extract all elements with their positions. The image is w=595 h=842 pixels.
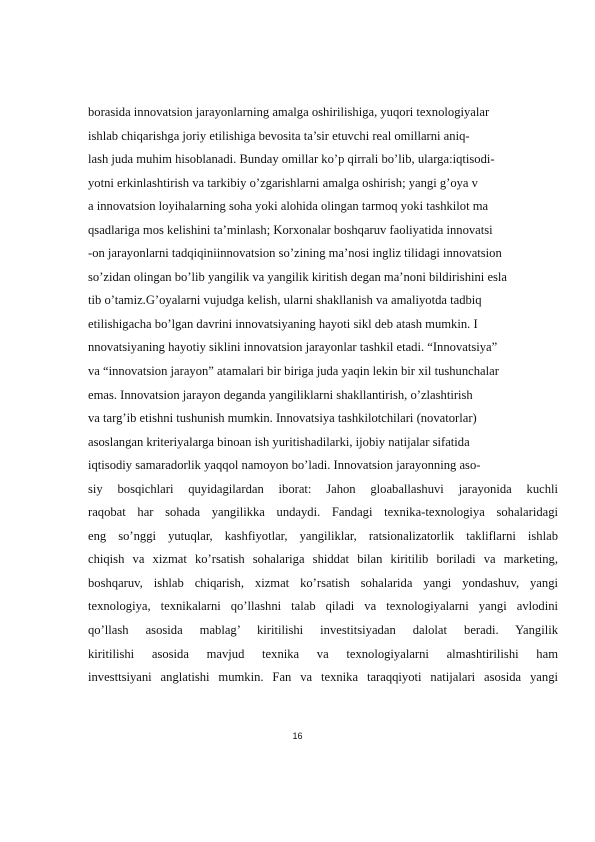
text-line: qsadlariga mos kelishini ta’minlash; Korxonalar boshqaruv faoliyatida innovatsi — [88, 222, 493, 237]
text-line: eng so’nggi yutuqlar, kashfiyotlar, yangiliklar, ratsionalizatorlik takliflarni ishlab — [88, 528, 558, 543]
text-line: yotni erkinlashtirish va tarkibiy o’zgarishlarni amalga oshirish; yangi g’oya v — [88, 175, 478, 190]
text-line: raqobat har sohada yangilikka undaydi. Fandagi texnika-texnologiya sohalaridagi — [88, 505, 558, 520]
text-line: siy bosqichlari quyidagilardan iborat: Jahon gloaballashuvi jarayonida kuchli — [88, 481, 558, 496]
text-line: chiqish va xizmat ko’rsatish sohalariga shiddat bilan kiritilib boriladi va marketing, — [88, 552, 558, 567]
text-line: va “innovatsion jarayon” atamalari bir biriga juda yaqin lekin bir xil tushunchalar — [88, 364, 499, 379]
text-line: iqtisodiy samaradorlik yaqqol namoyon bo’ladi. Innovatsion jarayonning aso- — [88, 458, 481, 473]
text-line: borasida innovatsion jarayonlarning amalga oshirilishiga, yuqori texnologiyalar — [88, 105, 490, 119]
text-line: lash juda muhim hisoblanadi. Bunday omillar ko’p qirrali bo’lib, ularga:iqtisodi- — [88, 152, 495, 167]
text-line: so’zidan olingan bo’lib yangilik va yangilik kiritish degan ma’noni bildirishini esla — [88, 269, 508, 284]
text-line: boshqaruv, ishlab chiqarish, xizmat ko’rsatish sohalarida yangi yondashuv, yangi — [88, 575, 558, 590]
text-line: -on jarayonlarni tadqiqiniinnovatsion so’zining ma’nosi ingliz tilidagi innovatsion — [88, 246, 502, 261]
text-line: emas. Innovatsion jarayon deganda yangiliklarni shakllantirish, o’zlashtirish — [88, 387, 473, 402]
body-text — [88, 101, 558, 690]
text-line: qo’llash asosida mablag’ kiritilishi investitsiyadan dalolat beradi. Yangilik — [88, 623, 558, 638]
text-line: tib o’tamiz.G’oyalarni vujudga kelish, ularni shakllanish va amaliyotda tadbiq — [88, 293, 482, 308]
text-line: a innovatsion loyihalarning soha yoki alohida olingan tarmoq yoki tashkilot ma — [88, 199, 489, 214]
text-line: asoslangan kriteriyalarga binoan ish yuritishadilarki, ijobiy natijalar sifatida — [88, 434, 470, 449]
text-line: nnovatsiyaning hayotiy siklini innovatsion jarayonlar tashkil etadi. “Innovatsiya” — [88, 340, 498, 355]
text-line: texnologiya, texnikalarni qo’llashni talab qiladi va texnologiyalarni yangi avlodini — [88, 599, 558, 614]
text-line: investtsiyani anglatishi mumkin. Fan va texnika taraqqiyoti natijalari asosida yangi — [88, 670, 558, 685]
text-line: etilishigacha bo’lgan davrini innovatsiyaning hayoti sikl deb atash mumkin. I — [88, 316, 478, 331]
text-line: kiritilishi asosida mavjud texnika va texnologiyalarni almashtirilishi ham — [88, 646, 558, 661]
page-number: 16 — [292, 731, 303, 741]
text-line: ishlab chiqarishga joriy etilishiga bevosita ta’sir etuvchi real omillarni aniq- — [88, 128, 470, 143]
text-line: va targ’ib etishni tushunish mumkin. Innovatsiya tashkilotchilari (novatorlar) — [88, 411, 477, 426]
